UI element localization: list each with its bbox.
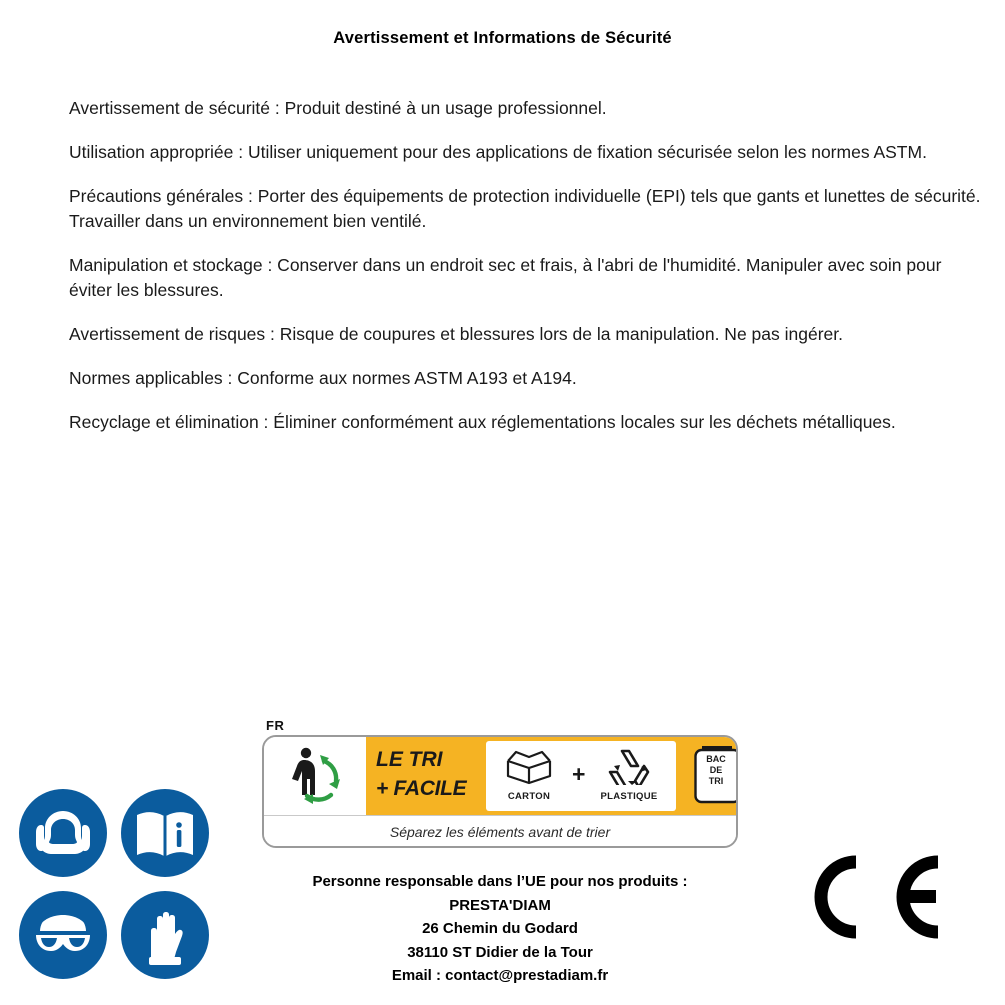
tri-slogan-line2: + FACILE <box>376 777 467 800</box>
tri-slogan-line1: LE TRI <box>376 748 443 771</box>
responsible-email: Email : contact@prestadiam.fr <box>391 967 609 984</box>
paragraph-handling-storage: Manipulation et stockage : Conserver dans un endroit sec et frais, à l'abri de l'humidité. Manipuler avec soin pour éviter les blessures. <box>69 254 942 300</box>
recycling-yellow-band <box>366 737 736 815</box>
responsible-heading-prefix: Personne responsable dans l’ <box>312 873 526 890</box>
bac-de-tri-text <box>694 754 738 787</box>
responsible-city: 38110 ST Didier de la Tour <box>407 943 593 961</box>
responsible-heading <box>200 870 800 894</box>
bac-de-tri-badge <box>694 744 738 808</box>
ce-mark-icon <box>798 852 948 942</box>
responsible-person-block <box>200 870 800 988</box>
responsible-company: PRESTA'DIAM <box>449 896 551 914</box>
plastique-label: PLASTIQUE <box>600 791 658 802</box>
eye-protection-icon <box>19 891 107 979</box>
tri-slogan <box>376 745 486 803</box>
bin-line1: BAC <box>706 754 726 764</box>
recycling-footer-text: Séparez les éléments avant de trier <box>389 823 611 840</box>
hand-protection-icon <box>121 891 209 979</box>
bin-line2: DE <box>709 765 723 775</box>
responsible-heading-suffix: pour nos produits : <box>545 873 688 890</box>
paragraph-intended-use: Utilisation appropriée : Utiliser uniquement pour des applications de fixation sécurisée selon les normes ASTM. <box>69 141 927 162</box>
recycling-label-top <box>264 737 736 815</box>
paragraph-hazard-warning: Avertissement de risques : Risque de coupures et blessures lors de la manipulation. Ne pas ingérer. <box>69 323 843 344</box>
read-manual-icon <box>121 789 209 877</box>
recycling-label-footer <box>264 815 736 847</box>
bin-line3: TRI <box>708 776 724 786</box>
materials-panel <box>486 741 676 811</box>
paragraph-recycling: Recyclage et élimination : Éliminer conformément aux réglementations locales sur les déchets métalliques. <box>69 411 896 432</box>
recycling-label <box>262 718 738 848</box>
paragraph-safety-warning: Avertissement de sécurité : Produit destiné à un usage professionnel. <box>69 97 607 118</box>
plus-icon: + <box>572 761 586 787</box>
responsible-heading-eu: UE <box>525 873 546 890</box>
carton-label: CARTON <box>507 791 551 802</box>
mandatory-pictogram-group <box>19 789 211 981</box>
triman-icon <box>264 737 366 815</box>
responsible-address: 26 Chemin du Godard <box>422 920 578 937</box>
ear-protection-icon <box>19 789 107 877</box>
recycling-label-body <box>262 735 738 848</box>
paragraph-general-precautions: Précautions générales : Porter des équipements de protection individuelle (EPI) tels que gants et lunettes de sécurité. Travailler dans un environnement bien ventilé. <box>69 185 981 231</box>
paragraph-standards: Normes applicables : Conforme aux normes ASTM A193 et A194. <box>69 367 577 388</box>
plastique-material <box>592 745 666 802</box>
language-tag: FR <box>266 718 285 733</box>
page-title: Avertissement et Informations de Sécurité <box>333 29 672 47</box>
carton-material <box>492 745 566 802</box>
safety-text-block <box>69 78 989 435</box>
